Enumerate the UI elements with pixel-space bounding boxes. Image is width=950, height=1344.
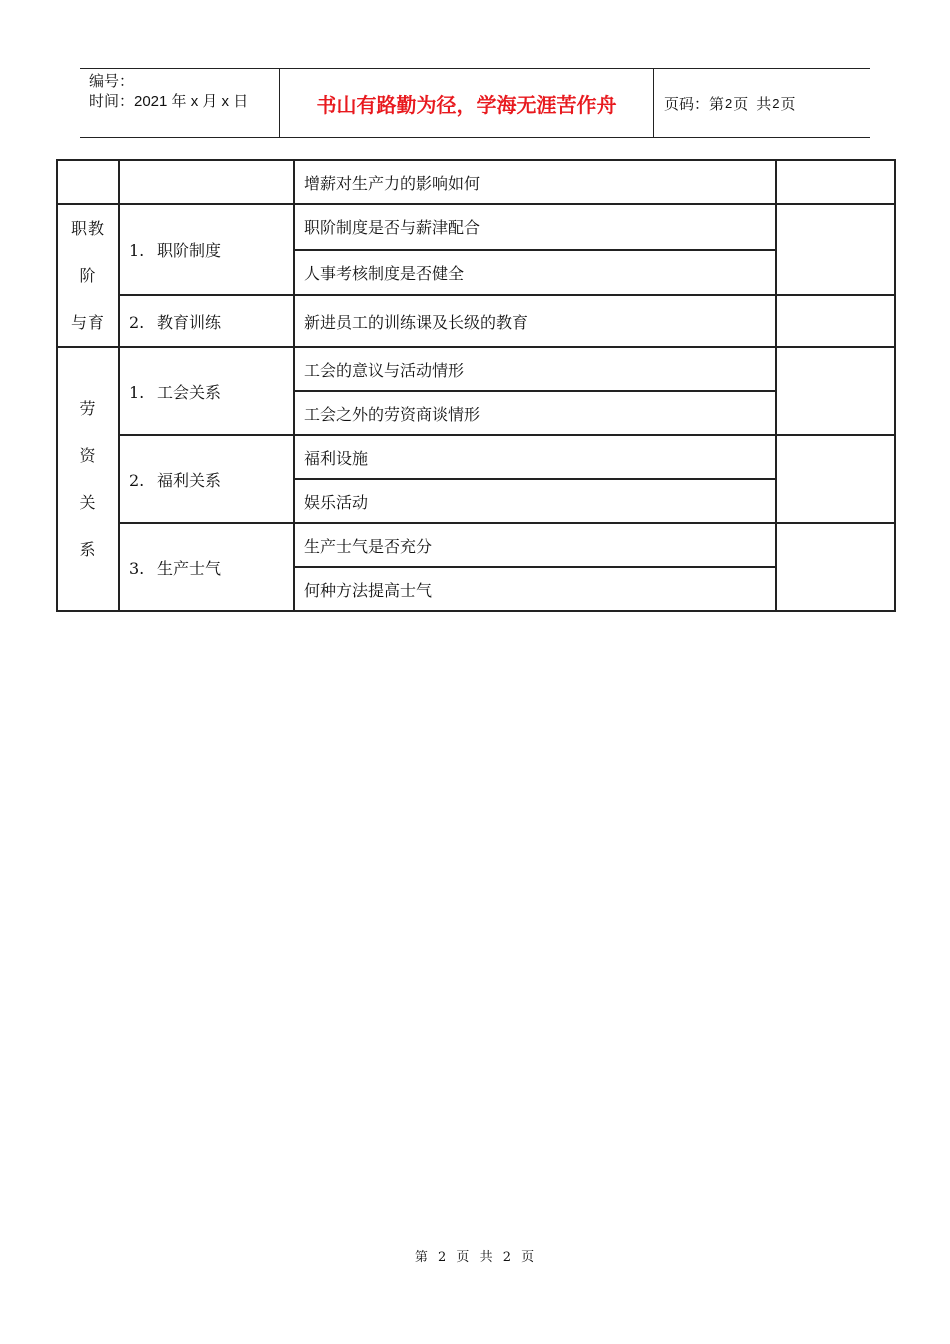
footer-text: 页	[456, 1250, 471, 1265]
item-cell: 职阶制度是否与薪津配合	[294, 204, 776, 250]
item-cell: 人事考核制度是否健全	[294, 250, 776, 296]
serial-label: 编号：	[89, 73, 135, 90]
subcategory-name: 教育训练	[157, 312, 222, 332]
empty-cell	[776, 347, 895, 435]
table-row	[57, 523, 895, 567]
item-cell: 娱乐活动	[294, 479, 776, 523]
category-line: 与育	[70, 313, 105, 332]
table-row	[57, 204, 895, 250]
empty-cell	[776, 435, 895, 523]
category-line: 关	[79, 493, 97, 512]
category-cell-rank-education	[57, 204, 119, 347]
page-footer	[0, 1246, 950, 1265]
category-line: 劳	[79, 399, 97, 418]
subcategory-name: 职阶制度	[157, 241, 222, 261]
category-cell-labor-relations	[57, 347, 119, 611]
empty-cell	[776, 295, 895, 347]
footer-text: 第	[414, 1250, 429, 1265]
subcategory-cell	[119, 347, 294, 435]
header-meta	[80, 69, 280, 137]
category-line: 职教	[70, 219, 105, 238]
subcategory-number: 1.	[129, 241, 145, 261]
page-total-prefix: 共	[756, 95, 772, 113]
item-cell: 生产士气是否充分	[294, 523, 776, 567]
subcategory-number: 3.	[129, 558, 145, 578]
empty-cell	[57, 160, 119, 204]
subcategory-number: 2.	[129, 312, 145, 332]
header-page-info	[654, 69, 870, 137]
subcategory-name: 生产士气	[157, 558, 222, 578]
subcategory-cell	[119, 435, 294, 523]
footer-total: 2	[502, 1250, 512, 1265]
footer-text: 共	[479, 1250, 494, 1265]
item-cell: 增薪对生产力的影响如何	[294, 160, 776, 204]
category-line: 系	[79, 540, 97, 559]
empty-cell	[776, 160, 895, 204]
page-total: 2	[772, 95, 780, 111]
subcategory-cell	[119, 295, 294, 347]
empty-cell	[776, 523, 895, 611]
footer-text: 页	[521, 1250, 536, 1265]
page-current: 2	[725, 95, 733, 111]
category-line: 资	[79, 446, 97, 465]
page-header	[80, 68, 870, 138]
subcategory-name: 工会关系	[157, 382, 222, 402]
table-row	[57, 295, 895, 347]
subcategory-number: 1.	[129, 382, 145, 402]
item-cell: 福利设施	[294, 435, 776, 479]
item-cell: 工会之外的劳资商谈情形	[294, 391, 776, 435]
table-row	[57, 347, 895, 391]
subcategory-name: 福利关系	[157, 470, 222, 490]
subcategory-number: 2.	[129, 470, 145, 490]
table-row	[57, 160, 895, 204]
item-cell: 工会的意议与活动情形	[294, 347, 776, 391]
checklist-table	[56, 159, 896, 612]
subcategory-cell	[119, 523, 294, 611]
item-cell: 新进员工的训练课及长级的教育	[294, 295, 776, 347]
page-prefix: 页码：第	[664, 95, 725, 113]
category-line: 阶	[79, 266, 97, 285]
footer-current: 2	[437, 1250, 448, 1265]
time-label: 时间：2021 年 x 月 x 日	[89, 93, 249, 110]
empty-cell	[776, 204, 895, 295]
page-suffix: 页	[780, 95, 796, 113]
table-row	[57, 435, 895, 479]
empty-cell	[119, 160, 294, 204]
item-cell: 何种方法提高士气	[294, 567, 776, 611]
subcategory-cell	[119, 204, 294, 295]
page-mid: 页	[733, 95, 749, 113]
header-motto: 书山有路勤为径，学海无涯苦作舟	[280, 69, 654, 137]
